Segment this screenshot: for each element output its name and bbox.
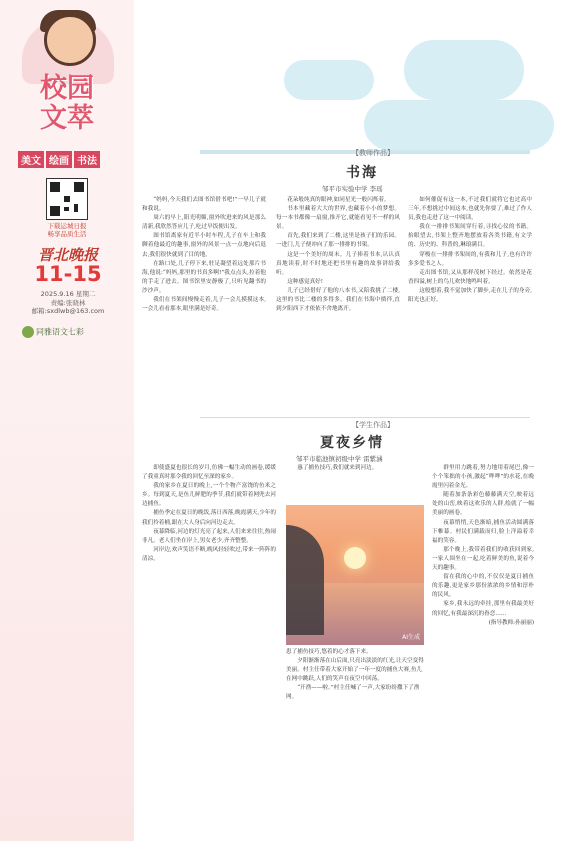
- paragraph: 我们在书架间慢慢走着,儿子一会儿摸摸这本,一会儿看看那本,眼里满是好奇。: [142, 297, 266, 313]
- paragraph: 穿梭在一排排书架间的,有我和儿子,也有许许多多爱书之人。: [408, 251, 532, 267]
- paragraph: 家乡,我永远的牵挂,那里有我最美好的回忆,有我最深沉的眷恋……: [432, 601, 534, 617]
- paragraph: 图书馆离家有近半小时车程,儿子在车上和我聊着他最近的趣事,窗外的风景一点一点地向后退去,我们很快就到了目的地。: [142, 233, 266, 258]
- article2-column-2-top: [286, 464, 424, 502]
- paragraph: 捕鱼季定在夏日的晚饭,落日西落,晚霞满天,少年的我们拎着桶,跟在大人身后向河边走去。: [142, 510, 276, 526]
- article2-photo: [286, 505, 424, 645]
- tag-prose: 美文: [18, 151, 44, 168]
- issue-editor: 责编:张晓林: [50, 298, 86, 307]
- issue-date-full: 2025.9.16 星期二: [40, 290, 96, 298]
- paragraph: 儿子已经借好了他的八本书,又陪我挑了二楼,这里的书比二楼的多得多。我们在书海中徜徉,直到夕阳西下才依依不舍地离开。: [276, 287, 400, 313]
- page-title-line2: 文萃: [40, 103, 94, 134]
- article2-column-2-bottom: [286, 648, 424, 703]
- photo-credit: AI生成: [402, 634, 420, 641]
- sidebar-background: [0, 350, 134, 841]
- tree-silhouette: [286, 525, 324, 635]
- issue-info: [22, 290, 114, 316]
- paragraph: 在路口处,儿子停下来,驻足凝望着远处那片书海,他说:“妈妈,那里的书真多啊!”我点点头,拉着他的手走了进去。图书馆里安静极了,只听见翻书的沙沙声。: [142, 260, 266, 294]
- advisor-note: (指导教师:孙丽丽): [488, 619, 534, 626]
- paragraph: 周六的早上,阳光明媚,窗外吹进来的风是那么清新,我欣然答应儿子,吃过早饭便出发。: [142, 215, 266, 231]
- paragraph: 留在我的心中的,不仅仅是夏日捕鱼的乐趣,更是家乡那份浓浓的乡情和淳朴的民风。: [432, 574, 534, 599]
- article2-column-1: [142, 464, 276, 824]
- cloud-decoration: [284, 60, 374, 100]
- paragraph: 如何催促有这一本,不过我们就将它也过高中三年,不想挑过中间这本,也就先你要了,难过了作人员,我也走进了这一中阅读。: [408, 197, 532, 222]
- paragraph: 群里用力跳着,努力地用着尾巴,像一个个笨拙的小孩,激起“哗哗”的水花,在晚霞里闪着金光。: [432, 465, 534, 490]
- girl-face-illustration: [44, 14, 96, 66]
- column-tags: [18, 151, 128, 168]
- paragraph: “开渔——啦。”村主任喊了一声,大家纷纷撒下了渔网。: [286, 685, 420, 701]
- article1-section-label: 【教师作品】: [352, 149, 394, 157]
- paragraph: 花朵般纯真的眼神,如同星光一般闪烁着。: [287, 197, 390, 203]
- paragraph: 惠了捕鱼技巧,我们就来到河边。: [297, 465, 378, 471]
- paragraph: 夕阳渐渐落在山后面,只亮出淡淡的红光,让天空变得美丽。村主任带着大家开始了一年一度的捕鱼大赛,鱼儿在网中跳跃,人们的笑声在夜空中回荡。: [286, 658, 424, 683]
- article1-column-3: [408, 196, 532, 410]
- article1-byline: 邹平市实验中学 李瑶: [322, 185, 383, 193]
- qr-caption-line1: 下载运城日报: [47, 222, 87, 230]
- paragraph: 书本里藏着大大的世界,也藏着小小的梦想。每一本书都像一扇窗,推开它,就能看见不一样的风景。: [276, 206, 400, 231]
- issue-email: 邮箱:sxdlwb@163.com: [31, 307, 105, 315]
- paragraph: 河岸边,欢声笑语不断,晚风轻轻吹过,带来一阵阵的清凉。: [142, 546, 276, 562]
- cloud-decoration: [404, 40, 524, 100]
- article1-title: 书海: [346, 165, 378, 181]
- tag-calligraphy: 书法: [74, 151, 100, 168]
- paragraph: 患了捕鱼技巧,悠着的心才落下来。: [286, 649, 372, 655]
- paragraph: 夜幕降临,河边的灯光亮了起来,人们来来往往,热闹非凡。老人们坐在岸上,男女老少,齐齐整整。: [142, 528, 276, 544]
- cloud-decoration: [364, 100, 554, 150]
- article1-column-2: [276, 196, 400, 410]
- section-divider: [200, 417, 530, 418]
- qr-code-icon[interactable]: [46, 178, 88, 220]
- article2-section-label: 【学生作品】: [352, 421, 394, 429]
- article2-byline: 邹平市临池镇初级中学 雷紫涵: [296, 455, 383, 463]
- article2-title: 夏夜乡情: [320, 435, 384, 451]
- sponsor-name: 同雅语文七彩: [36, 327, 84, 337]
- paragraph: 这种感觉真好!: [287, 278, 323, 285]
- article2-column-3: [432, 464, 534, 824]
- qr-caption-line2: 畅享品质生活: [47, 230, 87, 238]
- paragraph: 那个晚上,我带着我们的收获回到家,一家人围坐在一起,吃着鲜美的鱼,说着今天的趣事。: [432, 546, 534, 572]
- sidebar: [0, 0, 135, 841]
- paragraph: 这般想着,我不觉加快了脚步,走在儿子的身旁,阳光也正好。: [408, 287, 532, 304]
- paragraph: 我的家乡在夏日的晚上,一个个物产富饶的鱼米之乡。每到夏天,是鱼儿鲜肥的季节,我们就带着网兜去河边捕鱼。: [142, 483, 276, 508]
- page-title-line1: 校园: [40, 73, 94, 104]
- paragraph: 我在一排排书架间穿行着,寻找心仪的书籍。抬眼望去,书架上整齐地摆放着各类书籍,有文学的、历史的、科普的,琳琅满目。: [408, 224, 532, 249]
- paragraph: 夜幕悄悄,天色渐暗,捕鱼活动圆满落下帷幕。村民们满载而归,脸上洋溢着幸福的笑容。: [432, 519, 534, 544]
- paragraph: 走出图书馆,又从那样茂树下经过。依然是花香四溢,树上的鸟儿欢快地鸣叫着。: [408, 269, 532, 285]
- newspaper-logo: 晋北晚报: [37, 246, 98, 264]
- sponsor: [22, 326, 122, 338]
- sunset-sun: [344, 547, 366, 569]
- paragraph: 随着加条条彩色藤藤满天空,映着远处的山峦,映着这欢乐的人群,绘就了一幅美丽的画卷。: [432, 492, 534, 517]
- paragraph: 这是一个美好的周末。儿子捧着书本,认认真真地读着,时不时地还把书里有趣的故事讲给我听。: [276, 251, 400, 276]
- tag-painting: 绘画: [46, 151, 72, 168]
- paragraph: 即使盛夏也很长的岁月,仿佛一幅生动的画卷,缓缓了我童真时那令我的回忆至深的家乡。: [142, 465, 276, 481]
- paragraph: 首先,我们来到了二楼,这里是孩子们的乐园。一进门,儿子便冲向了那一排排的书架。: [276, 233, 400, 249]
- qr-caption: [26, 222, 108, 238]
- sponsor-logo-icon: [22, 326, 34, 338]
- article1-column-1: [142, 196, 266, 410]
- issue-date: 11-15: [34, 262, 102, 286]
- paragraph: “妈妈,今天我们去图书馆借书吧!”一早儿子就和我说。: [142, 197, 266, 213]
- page-title: [40, 74, 120, 134]
